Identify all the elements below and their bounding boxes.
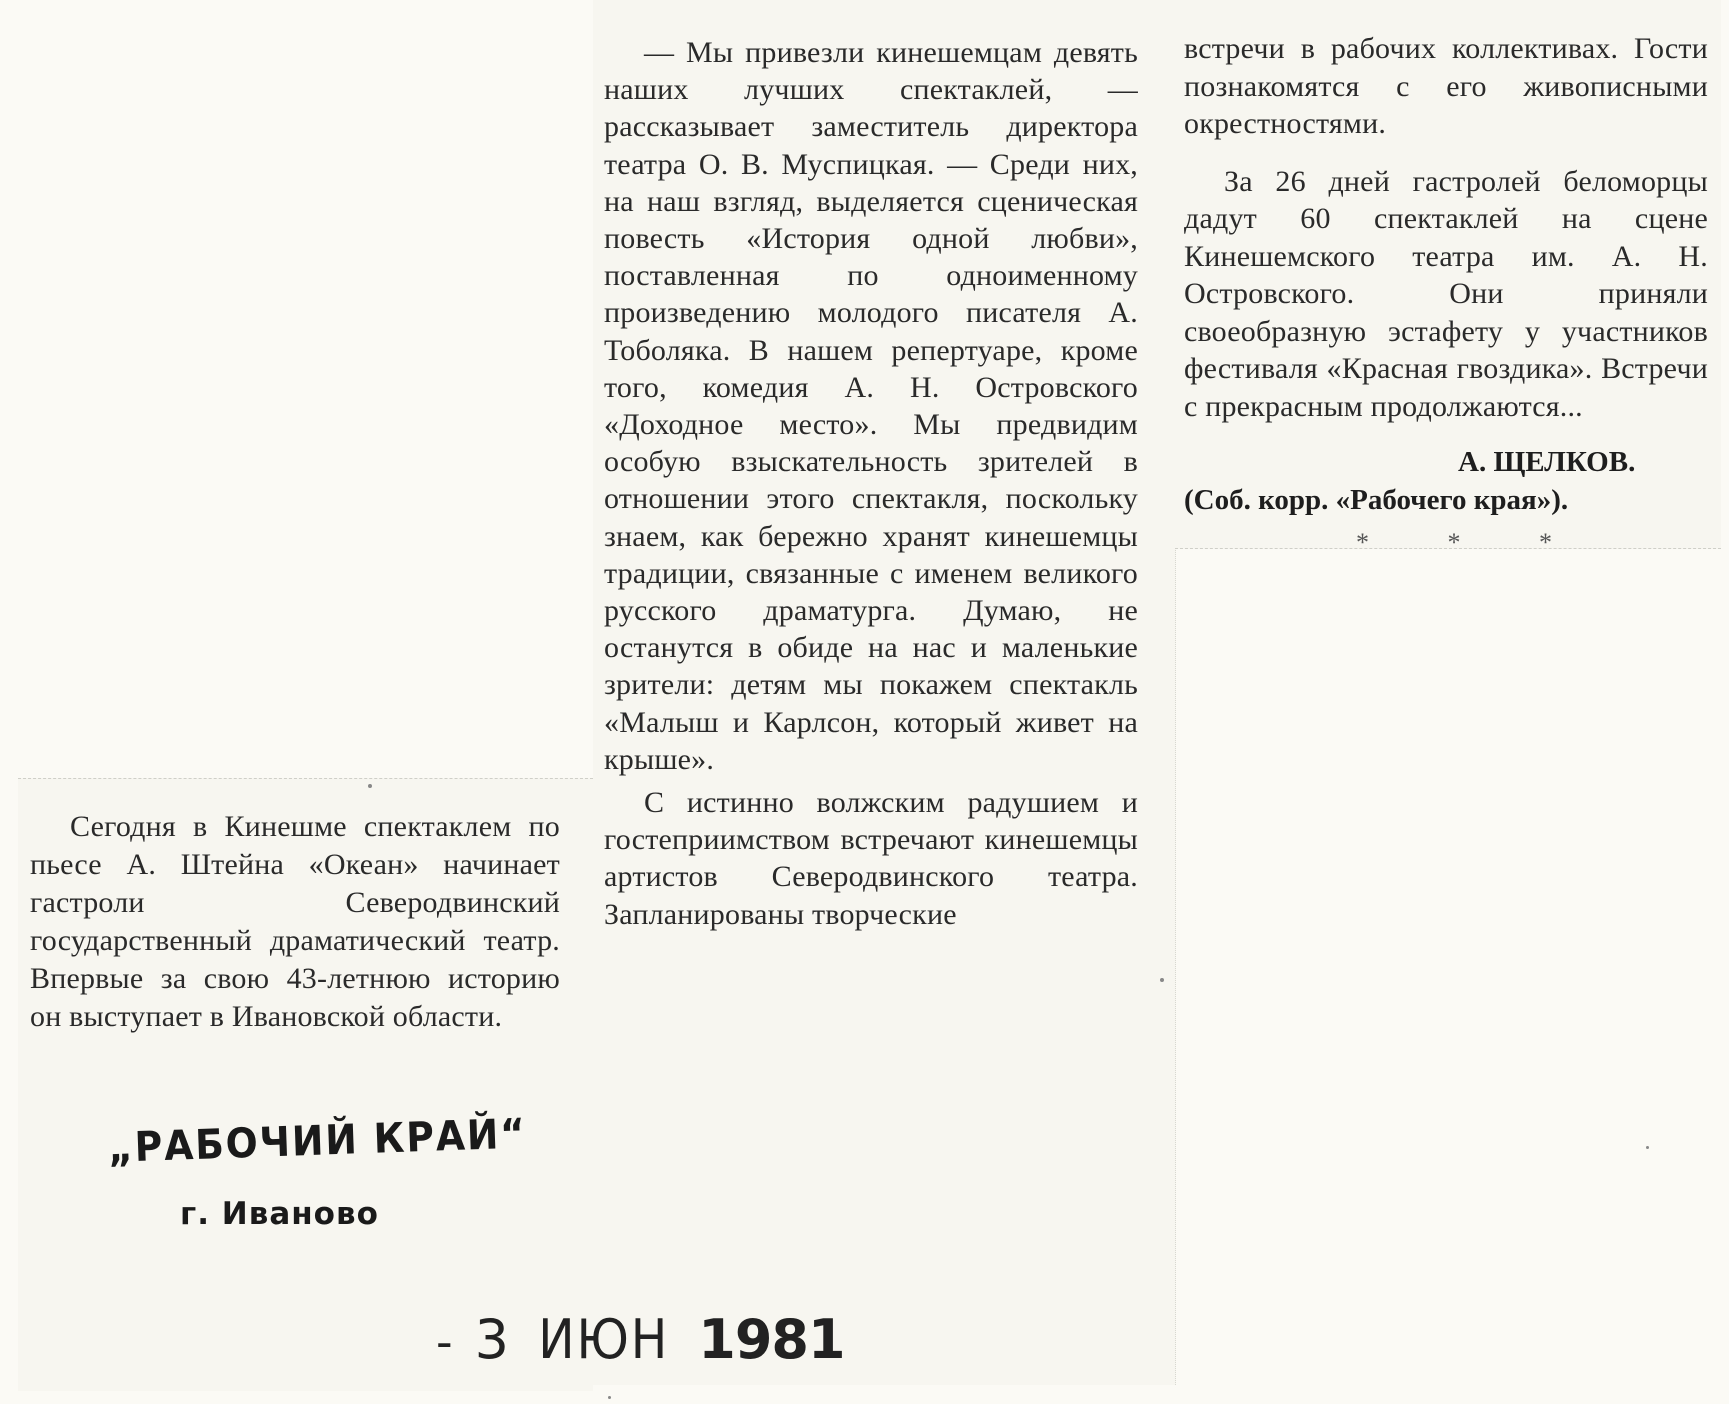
left-paragraph: Сегодня в Кинешме спектаклем по пьесе А. Штейна «Океан» начинает гастроли Северодвинский государственный драматический театр. Впервые за свою 43-летнюю историю он выступает в Ивановской области. [30, 810, 560, 1033]
right-paragraph-1: встречи в рабочих коллективах. Гости познакомятся с его живописными окрестностями. [1184, 32, 1708, 140]
ink-speck [1646, 1146, 1649, 1149]
date-stamp-year: 1981 [698, 1308, 845, 1371]
ink-speck [608, 1396, 611, 1399]
author-affiliation: (Соб. корр. «Рабочего края»). [1184, 484, 1569, 516]
city-stamp: г. Иваново [180, 1196, 379, 1232]
right-column-text [1184, 30, 1708, 425]
date-stamp-dash: - [436, 1315, 453, 1369]
newspaper-name-stamp: „РАБОЧИЙ КРАЙ“ [107, 1109, 528, 1172]
date-stamp-month: ИЮН [538, 1308, 670, 1371]
section-separator: * * * [1356, 528, 1588, 557]
middle-paragraph-2: С истинно волжским радушием и гостеприимством встречают кинешемцы артистов Северодвинского театра. Запланированы творческие [604, 786, 1138, 931]
date-stamp [436, 1308, 845, 1371]
middle-paragraph-1: — Мы привезли кинешемцам девять наших лучших спектаклей, — рассказывает заместитель директора театра О. В. Муспицкая. — Среди них, на наш взгляд, выделяется сценическая повесть «История одной любви», поставленная по одноименному произведению молодого писателя А. Тоболяка. В нашем репертуаре, кроме того, комедия А. Н. Островского «Доходное место». Мы предвидим особую взыскательность зрителей в отношении этого спектакля, поскольку знаем, как бережно хранят кинешемцы традиции, связанные с именем великого русского драматурга. Думаю, не останутся в обиде на нас и маленькие зрители: детям мы покажем спектакль «Малыш и Карлсон, который живет на крыше». [604, 36, 1138, 776]
middle-column-text [604, 34, 1138, 933]
right-paragraph-2: За 26 дней гастролей беломорцы дадут 60 спектаклей на сцене Кинешемского театра им. А. Н. Островского. Они приняли своеобразную эстафету у участников фестиваля «Красная гвоздика». Встречи с прекрасным продолжаются... [1184, 164, 1708, 423]
ink-speck [1160, 978, 1164, 982]
left-column-text [30, 808, 560, 1036]
author-signature: А. ЩЕЛКОВ. [1458, 446, 1636, 478]
date-stamp-day: 3 [474, 1308, 509, 1371]
ink-speck [368, 784, 372, 788]
